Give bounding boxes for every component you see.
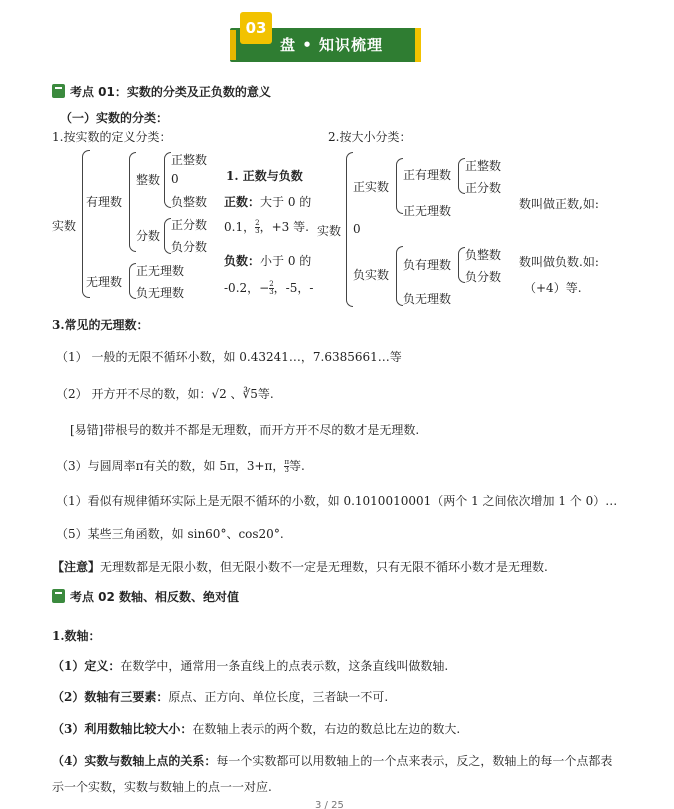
number-line-point-4: （4）实数与数轴上点的关系：每一个实数都可以用数轴上的一个点来表示，反之，数轴上的每一个点都表 — [52, 754, 613, 768]
kaodian2-title: 考点 02 数轴、相反数、绝对值 — [70, 590, 240, 604]
brace — [346, 152, 353, 307]
tree1-fraction: 分数 — [136, 229, 161, 243]
tree2-neg-real: 负实数 — [353, 268, 390, 282]
banner-accent-left — [230, 30, 236, 60]
kaodian1-title: 考点 01：实数的分类及正负数的意义 — [70, 85, 271, 99]
fraction: $\frac{2}{3}$ — [269, 280, 274, 296]
mistake-note: [易错]带根号的数并不都是无理数，而开方开不尽的数才是无理数. — [70, 423, 420, 437]
subsection-title: （一）实数的分类： — [60, 111, 169, 125]
irrational-item-2: （2） 开方开不尽的数，如：√2 、∛5等. — [56, 387, 274, 401]
tree1-pos-frac: 正分数 — [171, 218, 208, 232]
number-line-subtitle: 1.数轴： — [52, 629, 101, 643]
tree2-root: 实数 — [317, 224, 342, 238]
pos-definition: 正数：大于 0 的 — [224, 195, 312, 209]
fraction: $\frac{2}{3}$ — [255, 219, 260, 235]
neg-examples: -0.2，− $\frac{2}{3}$ ，-5，- — [224, 280, 314, 296]
number-line-point-1: （1）定义：在数学中，通常用一条直线上的点表示数，这条直线叫做数轴. — [52, 659, 449, 673]
neg-definition: 负数：小于 0 的 — [224, 254, 312, 268]
common-irrational-title: 3.常见的无理数： — [52, 318, 149, 332]
tree1-zero: 0 — [171, 172, 179, 186]
irrational-item-4: （1）看似有规律循环实际上是无限不循环的小数，如 0.1010010001（两个 1 之间依次增加 1 个 0）… — [56, 494, 618, 508]
pos-number-note: 数叫做正数,如: — [519, 197, 599, 211]
tree2-neg-frac: 负分数 — [465, 270, 502, 284]
brace — [396, 246, 403, 306]
irrational-item-3: （3）与圆周率π有关的数，如 5π，3+π， $\frac{\pi}{3}$ 等. — [56, 458, 305, 474]
number-line-point-3: （3）利用数轴比较大小：在数轴上表示的两个数，右边的数总比左边的数大. — [52, 722, 461, 736]
tree2-neg-rat: 负有理数 — [403, 258, 452, 272]
book-icon — [52, 589, 65, 603]
size-classification-label: 2.按大小分类： — [328, 130, 412, 144]
tree1-neg-irr: 负无理数 — [136, 286, 185, 300]
section-number-badge: 03 — [240, 12, 272, 44]
tree2-neg-int: 负整数 — [465, 248, 502, 262]
pos-neg-heading: 1. 正数与负数 — [226, 169, 303, 183]
attention-note: 【注意】无理数都是无限小数，但无限小数不一定是无理数，只有无限不循环小数才是无理数. — [52, 560, 548, 574]
tree1-neg-int: 负整数 — [171, 195, 208, 209]
brace — [458, 247, 465, 283]
neg-number-example: （+4）等. — [524, 281, 582, 295]
page-number: 3 / 25 — [315, 800, 344, 809]
tree1-integer: 整数 — [136, 173, 161, 187]
book-icon — [52, 84, 65, 98]
tree2-pos-irr: 正无理数 — [403, 204, 452, 218]
irrational-item-1: （1） 一般的无限不循环小数，如 0.43241…，7.6385661…等 — [56, 350, 402, 364]
tree2-pos-rat: 正有理数 — [403, 168, 452, 182]
number-line-point-2: （2）数轴有三要素：原点、正方向、单位长度，三者缺一不可. — [52, 690, 389, 704]
definition-classification-label: 1.按实数的定义分类： — [52, 130, 172, 144]
tree2-zero: 0 — [353, 222, 361, 236]
tree1-pos-int: 正整数 — [171, 153, 208, 167]
banner-accent-right — [415, 28, 421, 62]
tree2-pos-frac: 正分数 — [465, 181, 502, 195]
number-line-point-4-cont: 示一个实数，实数与数轴上的点一一对应. — [52, 780, 272, 794]
tree1-neg-frac: 负分数 — [171, 240, 208, 254]
pos-examples: 0.1， $\frac{2}{3}$ ，+3 等. — [224, 219, 309, 235]
tree1-rational: 有理数 — [86, 195, 123, 209]
brace — [164, 152, 171, 208]
brace — [129, 263, 136, 299]
tree1-irrational: 无理数 — [86, 275, 123, 289]
brace — [164, 218, 171, 254]
tree2-neg-irr: 负无理数 — [403, 292, 452, 306]
tree2-pos-real: 正实数 — [353, 180, 390, 194]
tree2-pos-int: 正整数 — [465, 159, 502, 173]
fraction: $\frac{\pi}{3}$ — [284, 458, 290, 474]
tree1-pos-irr: 正无理数 — [136, 264, 185, 278]
brace — [396, 158, 403, 214]
brace — [129, 152, 136, 252]
tree1-root: 实数 — [52, 219, 77, 233]
section-title: 盘 • 知识梳理 — [280, 36, 384, 54]
neg-number-note: 数叫做负数.如: — [519, 255, 599, 269]
irrational-item-5: （5）某些三角函数，如 sin60°、cos20°. — [56, 527, 284, 541]
brace — [458, 158, 465, 194]
